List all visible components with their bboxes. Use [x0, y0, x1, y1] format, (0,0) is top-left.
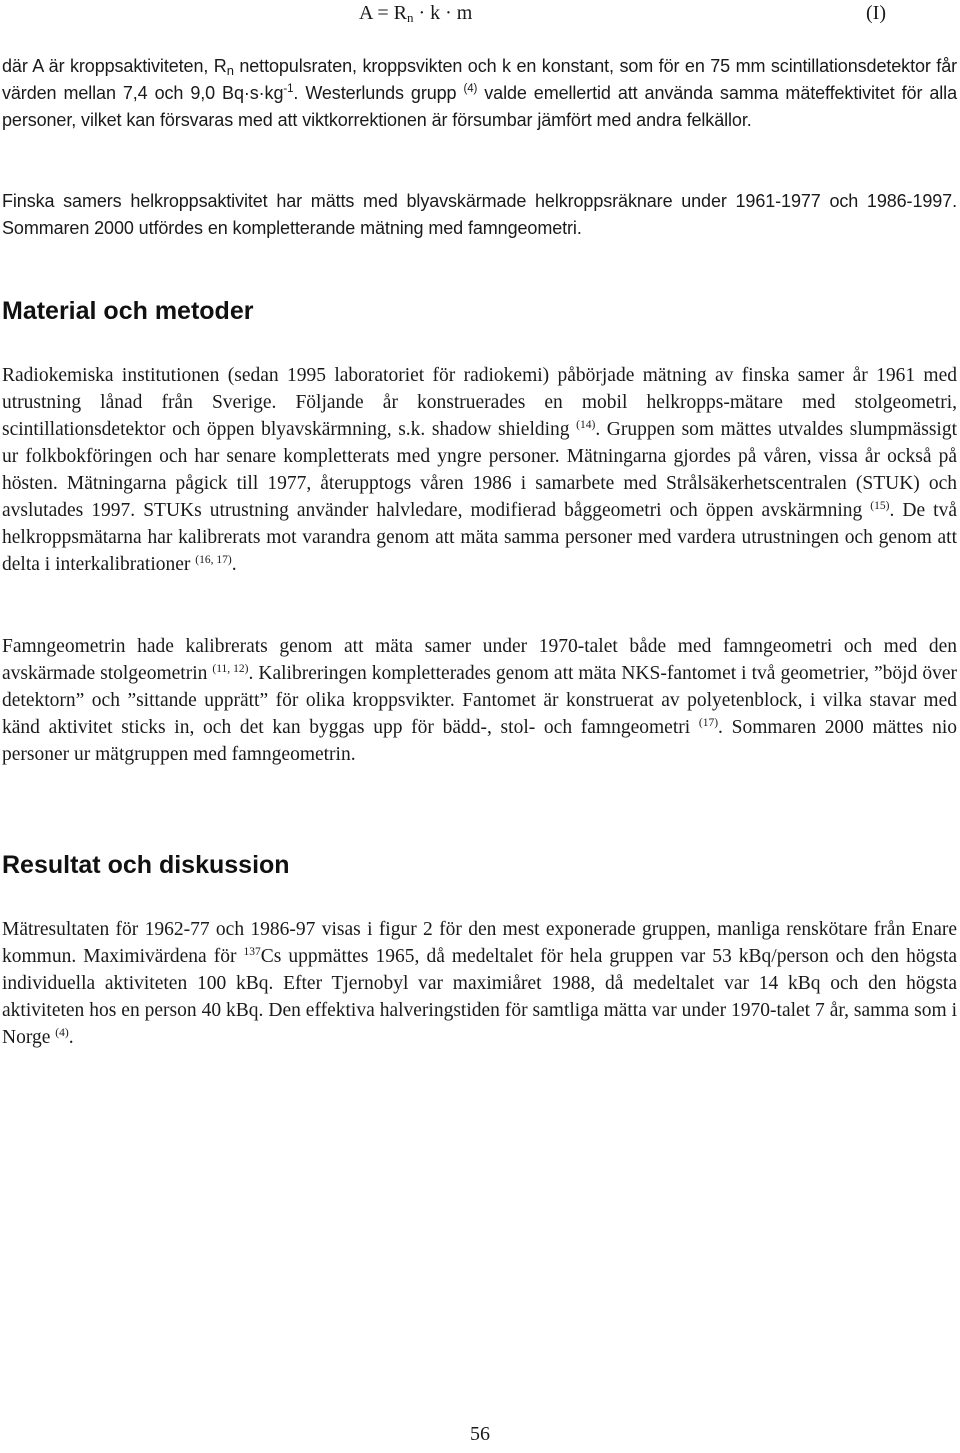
intro-text-3: . Westerlunds grupp	[293, 83, 464, 103]
isotope-mass-number: 137	[243, 946, 261, 958]
material-p1-text-4: .	[231, 554, 237, 575]
subscript-n: n	[226, 63, 234, 78]
finland-paragraph: Finska samers helkroppsaktivitet har mätts med blyavskärmade helkroppsräknare under 1961-1977 och 1986-1997. Sommaren 2000 utfördes en kompletterande mätning med famngeometri.	[2, 191, 957, 238]
intro-text-2: nettopulsraten, kroppsvikten och k en konstant, som för en 75 mm scintillationsdetektor får värden mellan 7,4 och 9,0 Bq·s·kg	[2, 56, 957, 103]
material-p1-text-2: . Gruppen som mättes utvaldes slumpmässigt ur folkbokföringen och har senare kompletterats med yngre personer. Mätningarna gjordes på våren, vissa år också på hösten. Mätningarna pågick till 1977, återupptogs våren 1986 i samarbete med Strålsäkerhetscentralen (STUK) och avslutades 1997. STUKs utrustning använder halvledare, modifierad båggeometri och öppen avskärmning	[2, 419, 957, 521]
material-p2-text-2: . Kalibreringen kompletterades genom att mäta NKS-fantomet i två geometrier, ”böjd över detektorn” och ”sittande upprätt” för olika kroppsvikter. Fantomet är konstruerat av polyetenblock, i vilka stavar med känd aktivitet sticks in, och det kan byggas upp för bädd-, stol- och famngeometri	[2, 663, 957, 738]
intro-text-1: där A är kroppsaktiviteten, R	[2, 56, 227, 76]
reference-marker: (4)	[55, 1027, 69, 1039]
equation-subscript: n	[406, 10, 414, 25]
equation-rhs: · k · m	[413, 2, 473, 24]
results-paragraph	[2, 916, 957, 1051]
reference-marker: (4)	[463, 83, 478, 95]
equation	[359, 0, 472, 27]
material-p2-text-1: Famngeometrin hade kalibrerats genom att mäta samer under 1970-talet både med famngeometri och med den avskärmade stolgeometrin	[2, 636, 957, 684]
equation-number: (I)	[866, 2, 886, 24]
material-paragraph-2	[2, 633, 957, 768]
material-p1-text-3: . De två helkroppsmätarna har kalibrerats mot varandra genom att mäta samma personer med vardera utrustningen och genom att delta i interkalibrationer	[2, 500, 957, 575]
reference-marker: (11, 12)	[212, 663, 249, 675]
section-heading-material: Material och metoder	[2, 297, 254, 325]
material-p1-text-1: Radiokemiska institutionen (sedan 1995 laboratoriet för radiokemi) påbörjade mätning av finska samer år 1961 med utrustning lånad från Sverige. Följande år konstruerades en mobil helkropps-mätare med stolgeometri, scintillationsdetektor och öppen blyavskärmning, s.k. shadow shielding	[2, 365, 957, 440]
intro-paragraph	[2, 53, 957, 134]
reference-marker: (14)	[576, 419, 596, 431]
results-text-2: Cs uppmättes 1965, då medeltalet för hela gruppen var 53 kBq/person och den högsta individuella aktiviteten 100 kBq. Efter Tjernobyl var maximiåret 1988, då medeltalet var 14 kBq och den högsta aktiviteten hos en person 40 kBq. Den effektiva halveringstiden för samtliga mätta var under 1970-talet 7 år, samma som i Norge	[2, 946, 957, 1048]
material-p2-text-3: . Sommaren 2000 mättes nio personer ur mätgruppen med famngeometrin.	[2, 717, 957, 765]
intro-text-4: valde emellertid att använda samma mäteffektivitet för alla personer, vilket kan försvaras med att viktkorrektionen är försumbar jämfört med andra felkällor.	[2, 83, 957, 130]
reference-marker: (15)	[870, 500, 890, 512]
formula-line	[0, 0, 960, 27]
material-paragraph-1	[2, 362, 957, 578]
page-number: 56	[470, 1423, 490, 1445]
section-heading-results: Resultat och diskussion	[2, 851, 290, 879]
results-text-1: Mätresultaten för 1962-77 och 1986-97 visas i figur 2 för den mest exponerade gruppen, manliga renskötare från Enare kommun. Maximivärdena för	[2, 919, 957, 967]
results-text-3: .	[68, 1027, 74, 1048]
reference-marker: (17)	[698, 717, 719, 729]
equation-lhs: A = R	[359, 2, 407, 24]
exponent: -1	[283, 83, 294, 95]
reference-marker: (16, 17)	[195, 554, 232, 566]
